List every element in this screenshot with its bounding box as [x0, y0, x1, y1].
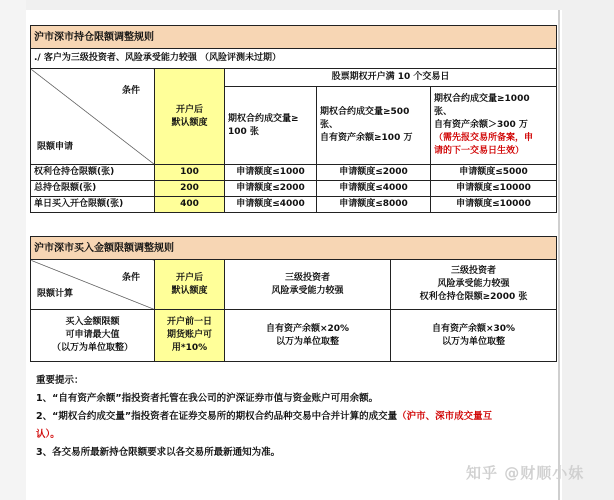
condition-label: 条件: [121, 86, 140, 96]
row-cell: 申请额度≤10000: [431, 197, 557, 213]
note-3: 3、各交易所最新持仓限额要求以各交易所最新通知为准。: [36, 447, 281, 458]
important-notes: [36, 372, 556, 462]
condition-3-header: 期权合约成交量≥1000 张、 自有资产余额＞300 万 （需先报交易所备案，申 请的下一交易日生效）: [431, 87, 557, 165]
default-limit-header: 开户后 默认额度: [155, 69, 225, 165]
window-left-frame: [0, 0, 26, 500]
purchase-default: 开户前一日 期货账户可 用*10%: [155, 310, 225, 362]
row-cell: 申请额度≤4000: [317, 181, 431, 197]
purchase-limit-label: 买入金额限额 可申请最大值 （以万为单位取整）: [31, 310, 155, 362]
row-cell: 申请额度≤1000: [225, 165, 317, 181]
purchase-amount-limit-table: [30, 236, 557, 362]
purchase-formula-30: 自有资产余额×30% 以万为单位取整: [391, 310, 557, 362]
note-2-continued: 认）。: [36, 429, 60, 440]
window-top-frame: [0, 0, 614, 10]
row-cell: 申请额度≤2000: [317, 165, 431, 181]
window-right-frame: [562, 0, 614, 500]
page-edge: [558, 10, 560, 500]
note-2: 2、“期权合约成交量”指投资者在证券交易所的期权合约品种交易中合并计算的成交量（沪市、深市成交量互: [36, 411, 493, 422]
row-label-right-position: 权利仓持仓限额(张): [31, 165, 155, 181]
limit-apply-label: 限额申请: [37, 142, 74, 152]
zhihu-watermark: 知乎 @财顺小妹: [466, 464, 585, 482]
position-limit-table: [30, 25, 557, 213]
notes-heading: 重要提示：: [36, 375, 84, 386]
limit-calc-label: 限额计算: [37, 289, 74, 299]
row-cell: 申请额度≤10000: [431, 181, 557, 197]
row-cell: 申请额度≤2000: [225, 181, 317, 197]
note-1: 1、“自有资产余额”指投资者托管在我公司的沪深证券市值与资金账户可用余额。: [36, 393, 379, 404]
group-header-10-days: 股票期权开户满 10 个交易日: [225, 69, 557, 87]
purchase-formula-20: 自有资产余额×20% 以万为单位取整: [225, 310, 391, 362]
investor-level-header: 三级投资者 风险承受能力较强: [225, 260, 391, 310]
table2-title: 沪市深市买入金额限额调整规则: [31, 237, 557, 260]
row-cell: 申请额度≤5000: [431, 165, 557, 181]
row-default: 100: [155, 165, 225, 181]
row-cell: 申请额度≤4000: [225, 197, 317, 213]
table2-diagonal-header: [31, 260, 155, 310]
table1-client-note: ./ 客户为三级投资者、风险承受能力较强 （风险评测未过期）: [31, 49, 557, 69]
condition-label: 条件: [121, 273, 140, 283]
row-default: 200: [155, 181, 225, 197]
row-label-daily-open: 单日买入开仓限额(张): [31, 197, 155, 213]
row-label-total-position: 总持仓限额(张): [31, 181, 155, 197]
table1-title: 沪市深市持仓限额调整规则: [31, 26, 557, 49]
condition-2-header: 期权合约成交量≥500 张、 自有资产余额≥100 万: [317, 87, 431, 165]
condition-1-header: 期权合约成交量≥ 100 张: [225, 87, 317, 165]
table1-diagonal-header: [31, 69, 155, 165]
default-limit-header: 开户后 默认额度: [155, 260, 225, 310]
row-cell: 申请额度≤8000: [317, 197, 431, 213]
row-default: 400: [155, 197, 225, 213]
investor-level-position-header: 三级投资者 风险承受能力较强 权利仓持仓限额≥2000 张: [391, 260, 557, 310]
